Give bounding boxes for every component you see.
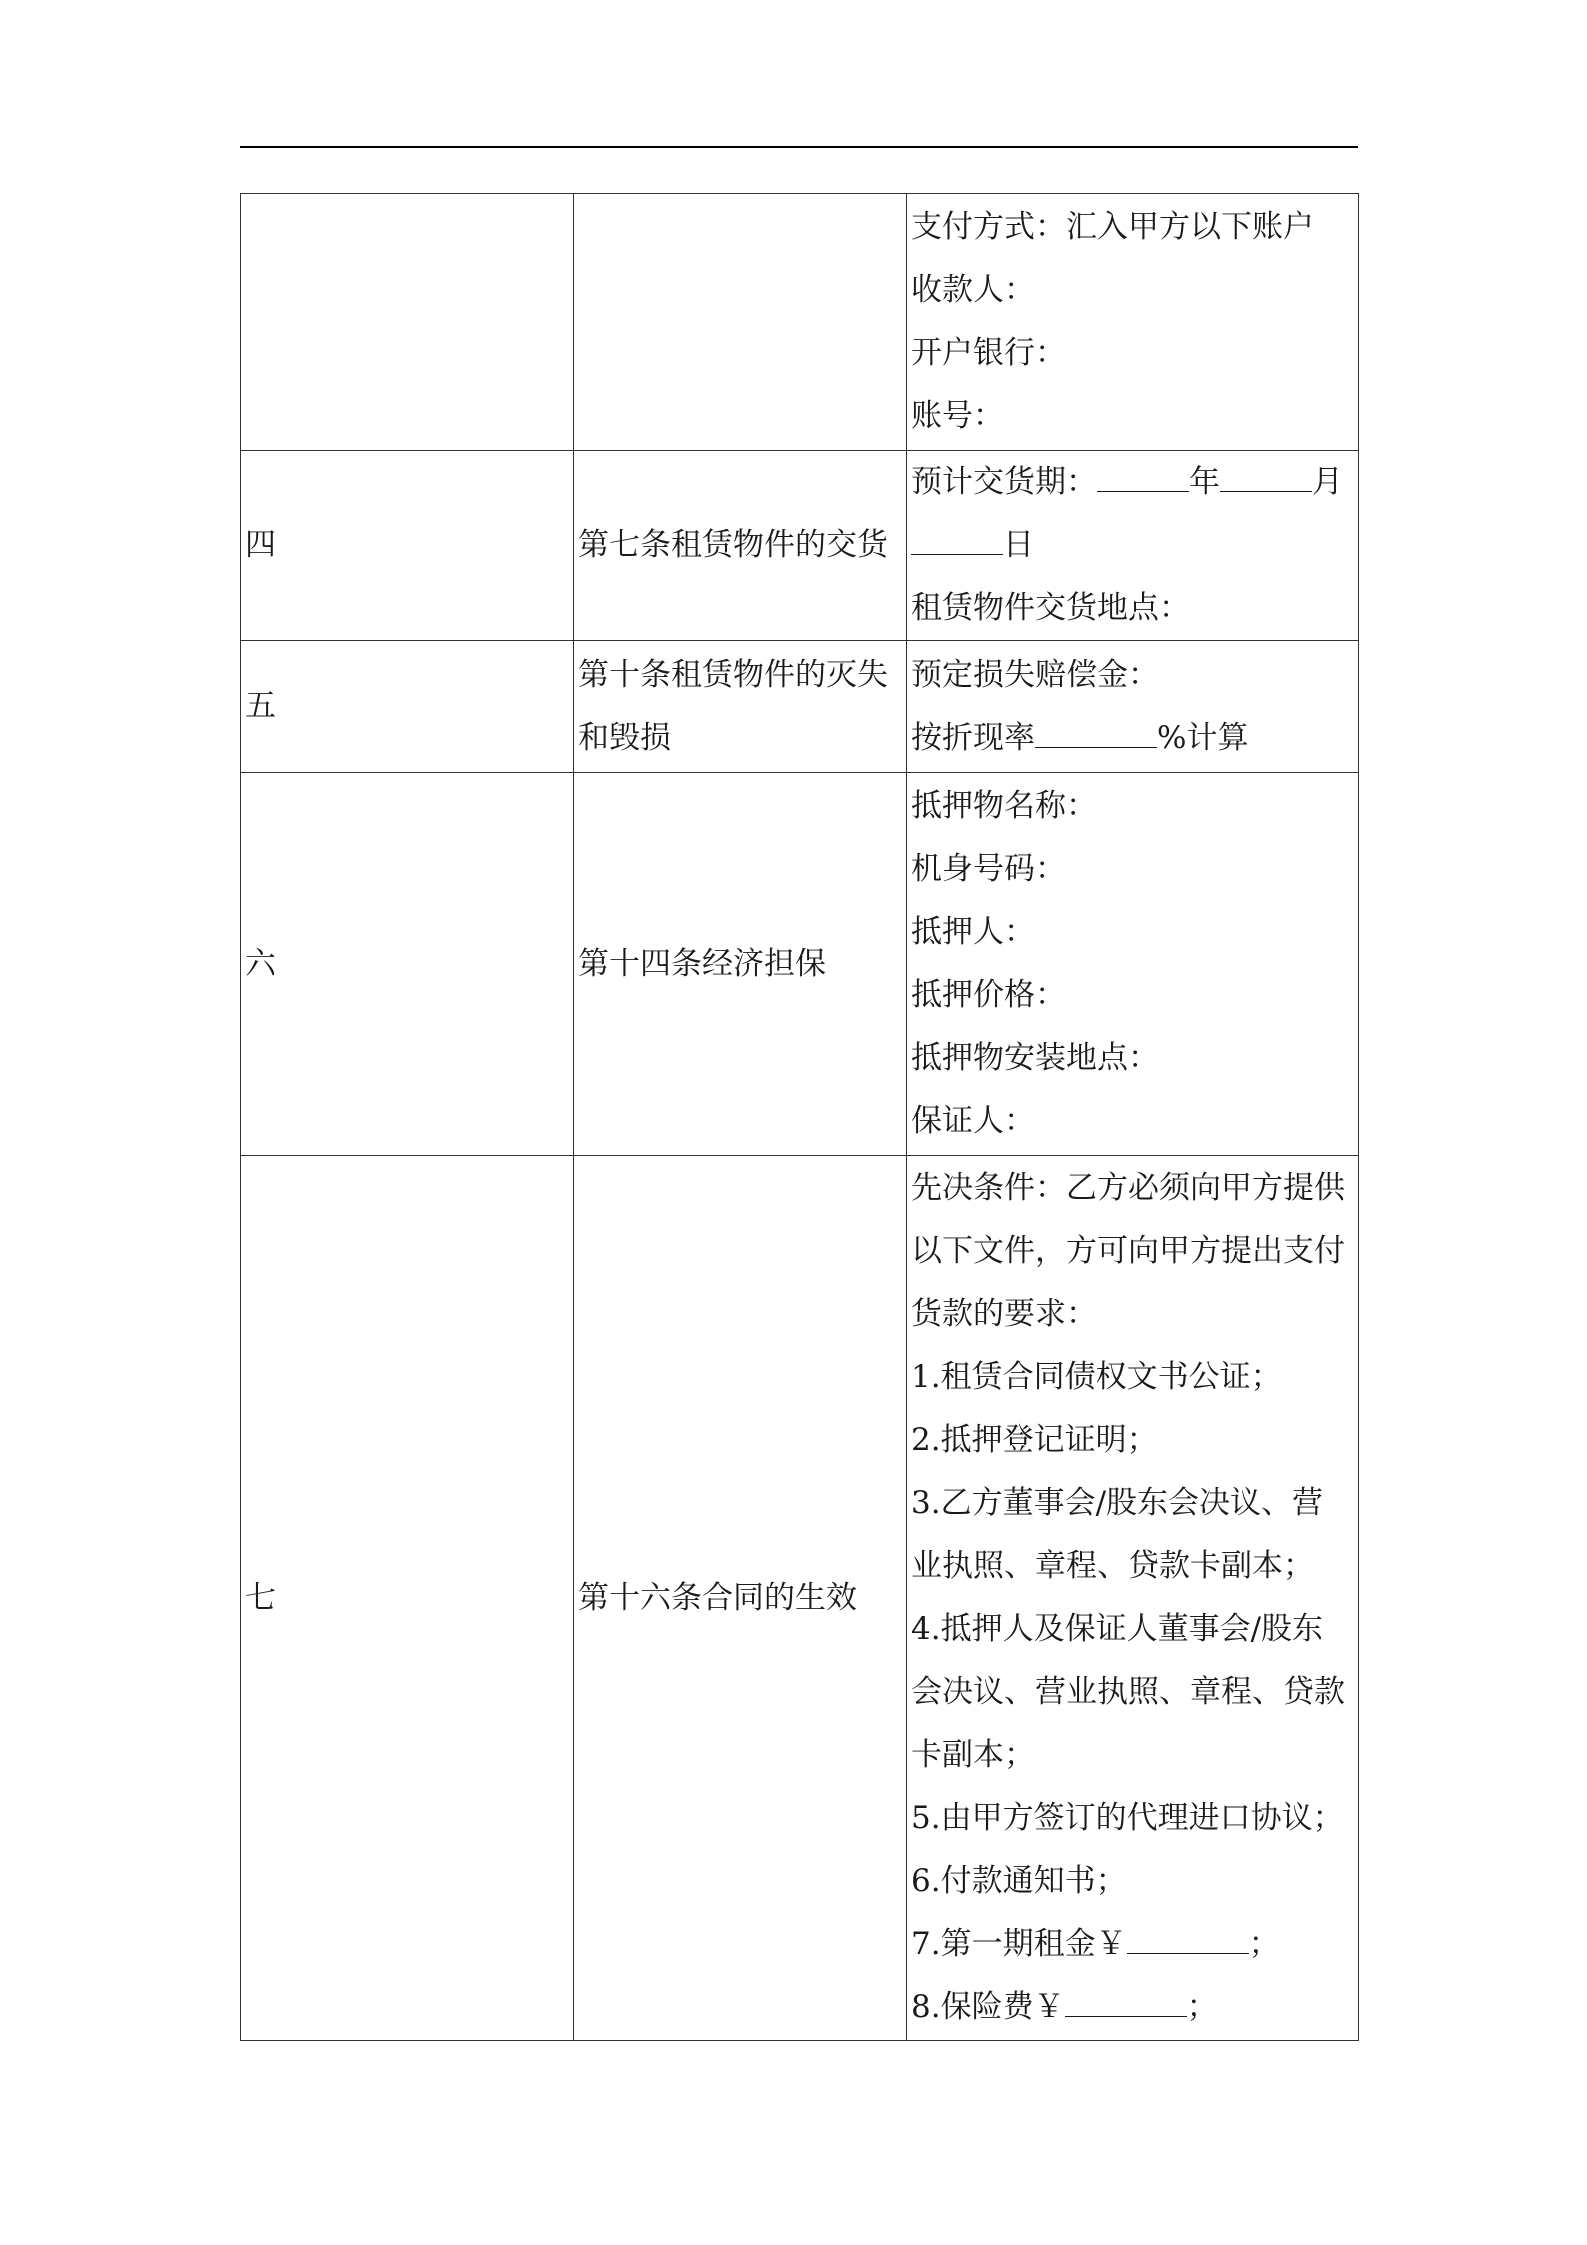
clause-line: 第十条租赁物件的灭失: [578, 656, 888, 693]
first-rent-line: [911, 1913, 1354, 1976]
collateral-name: 抵押物名称：: [911, 788, 1097, 824]
condition-line: 4.抵押人及保证人董事会/股东: [911, 1611, 1324, 1647]
insurance-label: 8.保险费￥: [911, 1989, 1065, 2025]
clause-cell: [574, 194, 907, 451]
payee-field: 收款人：: [911, 272, 1035, 308]
month-blank[interactable]: [1220, 463, 1312, 492]
payment-method: 支付方式：汇入甲方以下账户: [911, 209, 1314, 245]
clause-cell: 第十六条合同的生效: [574, 1156, 907, 2041]
detail-cell: [907, 194, 1359, 451]
mortgagor: 抵押人：: [911, 914, 1035, 950]
condition-line: 先决条件：乙方必须向甲方提供: [911, 1170, 1345, 1206]
day-blank[interactable]: [911, 526, 1003, 555]
row-number-cell: 五: [241, 641, 574, 773]
table-row: [241, 641, 1359, 773]
row-number-cell: 四: [241, 451, 574, 641]
row-number-cell: [241, 194, 574, 451]
delivery-place: 租赁物件交货地点：: [911, 590, 1190, 626]
discount-rate-line: [911, 707, 1354, 770]
delivery-date-label: 预计交货期：: [911, 464, 1097, 500]
table-row: [241, 773, 1359, 1156]
guarantor: 保证人：: [911, 1103, 1035, 1139]
year-blank[interactable]: [1097, 463, 1189, 492]
day-label: 日: [1003, 527, 1034, 563]
condition-line: 2.抵押登记证明；: [911, 1422, 1158, 1458]
mortgage-price: 抵押价格：: [911, 977, 1066, 1013]
condition-line: 3.乙方董事会/股东会决议、营: [911, 1485, 1324, 1521]
header-rule: [240, 146, 1358, 148]
rate-label: 按折现率: [911, 719, 1035, 756]
condition-line: 业执照、章程、贷款卡副本；: [911, 1548, 1314, 1584]
clause-cell: 第十四条经济担保: [574, 773, 907, 1156]
row-number-cell: 七: [241, 1156, 574, 2041]
detail-cell: [907, 773, 1359, 1156]
first-rent-label: 7.第一期租金￥: [911, 1926, 1127, 1962]
account-field: 账号：: [911, 398, 1004, 434]
table-row: [241, 1156, 1359, 2041]
condition-line: 会决议、营业执照、章程、贷款: [911, 1674, 1345, 1710]
clause-line: 和毁损: [578, 719, 671, 756]
delivery-day-line: [911, 514, 1354, 577]
detail-cell: [907, 641, 1359, 773]
contract-terms-table: [240, 193, 1359, 2041]
semicolon: ；: [1186, 1989, 1218, 2025]
table-row: [241, 194, 1359, 451]
serial-number: 机身号码：: [911, 851, 1066, 887]
semicolon: ；: [1248, 1926, 1280, 1962]
compensation-label: 预定损失赔偿金：: [911, 656, 1159, 693]
clause-cell: [574, 641, 907, 773]
condition-line: 卡副本；: [911, 1737, 1035, 1773]
delivery-date-line: [911, 451, 1354, 514]
condition-line: 货款的要求：: [911, 1296, 1097, 1332]
detail-cell: [907, 451, 1359, 641]
month-label: 月: [1312, 464, 1343, 500]
clause-cell: 第七条租赁物件的交货: [574, 451, 907, 641]
rate-blank[interactable]: [1035, 719, 1157, 748]
condition-line: 5.由甲方签订的代理进口协议；: [911, 1800, 1344, 1836]
table-row: [241, 451, 1359, 641]
bank-field: 开户银行：: [911, 335, 1066, 371]
insurance-line: [911, 1976, 1354, 2039]
installation-site: 抵押物安装地点：: [911, 1040, 1159, 1076]
first-rent-blank[interactable]: [1127, 1925, 1249, 1954]
condition-line: 6.付款通知书；: [911, 1863, 1127, 1899]
insurance-blank[interactable]: [1065, 1988, 1187, 2017]
year-label: 年: [1189, 464, 1220, 500]
condition-line: 1.租赁合同债权文书公证；: [911, 1359, 1282, 1395]
row-number-cell: 六: [241, 773, 574, 1156]
rate-suffix: %计算: [1157, 719, 1249, 756]
condition-line: 以下文件，方可向甲方提出支付: [911, 1233, 1345, 1269]
detail-cell: [907, 1156, 1359, 2041]
